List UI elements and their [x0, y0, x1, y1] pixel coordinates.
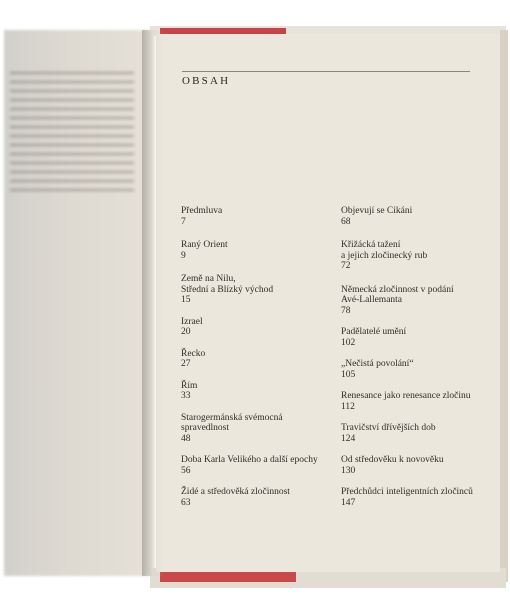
toc-entry-title: Předchůdci inteligentních zločinců: [341, 487, 473, 497]
toc-entry: [341, 240, 501, 272]
toc-entry: [181, 349, 341, 370]
toc-entry: [341, 391, 501, 412]
toc-entry-page: 68: [341, 216, 351, 227]
toc-entry-title: a jejich zločinecký rub: [341, 250, 428, 261]
toc-entry-page: 102: [341, 337, 356, 348]
toc-entry-title: Objevují se Cikáni: [341, 206, 413, 216]
toc-entry-page: 105: [341, 369, 356, 380]
toc-entry: [181, 455, 341, 476]
toc-entry-title: Řím: [181, 380, 198, 391]
toc-entry-page: 33: [181, 391, 191, 401]
facing-page-text-blur: [10, 72, 134, 192]
toc-entry-page: 63: [181, 497, 191, 508]
toc-entry: [181, 274, 341, 306]
toc-entry-title: Avé-Lallemanta: [341, 295, 403, 305]
toc-entry-page: 27: [181, 359, 191, 369]
heading-rule: [182, 71, 470, 72]
toc-entry: [181, 240, 341, 261]
toc-entry: [181, 413, 341, 445]
toc-entry-title: Starogermánská svémocná: [181, 412, 283, 423]
toc-entry-title: Od středověku k novověku: [341, 455, 444, 465]
toc-column-left: [181, 206, 341, 508]
toc-entry-title: „Nečistá povolání“: [341, 359, 414, 369]
toc-entry-page: 7: [181, 216, 186, 227]
toc-entry-title: Raný Orient: [181, 240, 228, 250]
toc-entry: [341, 327, 501, 348]
toc-entry-page: 112: [341, 401, 355, 412]
toc-entry-title: spravedlnost: [181, 423, 230, 433]
toc-entry-title: Travičství dřívějších dob: [341, 423, 436, 433]
toc-entry-title: Země na Nilu,: [181, 274, 236, 284]
toc-entry: [181, 381, 341, 402]
toc-entry-title: Řecko: [181, 348, 206, 359]
toc-entry: [341, 455, 501, 476]
toc-entry-title: Německá zločinnost v podání: [341, 284, 454, 295]
toc-entry-title: Střední a Blízký východ: [181, 284, 274, 295]
page-gutter-shadow: [142, 30, 164, 576]
toc-entry-page: 48: [181, 433, 191, 444]
toc-column-right: [341, 206, 501, 508]
toc-entry-page: 20: [181, 327, 191, 337]
contents-heading: OBSAH: [182, 75, 231, 87]
toc-entry-title: Renesance jako renesance zločinu: [341, 391, 471, 401]
toc-entry-page: 72: [341, 261, 351, 271]
toc-entry-page: 130: [341, 465, 356, 476]
toc-entry-title: Doba Karla Velikého a další epochy: [181, 455, 318, 465]
toc-entry-page: 78: [341, 305, 351, 316]
toc-entry-title: Křižácká tažení: [341, 240, 401, 250]
toc-entry: [181, 206, 341, 227]
toc-entry-page: 15: [181, 295, 191, 305]
toc-entry-title: Předmluva: [181, 206, 223, 216]
toc-entry-page: 56: [181, 465, 191, 476]
toc-entry: [181, 317, 341, 338]
toc-entry-title: Padělatelé umění: [341, 327, 407, 337]
toc-entry-title: Židé a středověká zločinnost: [181, 487, 290, 497]
toc-entry-page: 9: [181, 250, 186, 261]
toc-entry: [181, 487, 341, 508]
toc-entry: [341, 359, 501, 380]
toc-entry-page: 147: [341, 497, 356, 508]
toc-entry-title: Izrael: [181, 316, 203, 327]
toc-entry: [341, 206, 501, 227]
red-ribbon-bottom: [160, 571, 296, 582]
toc-entry: [341, 423, 501, 444]
toc-entry: [341, 285, 501, 317]
toc-entry: [341, 487, 501, 508]
toc-entry-page: 124: [341, 433, 356, 444]
book-cover-right-edge: [500, 30, 508, 582]
